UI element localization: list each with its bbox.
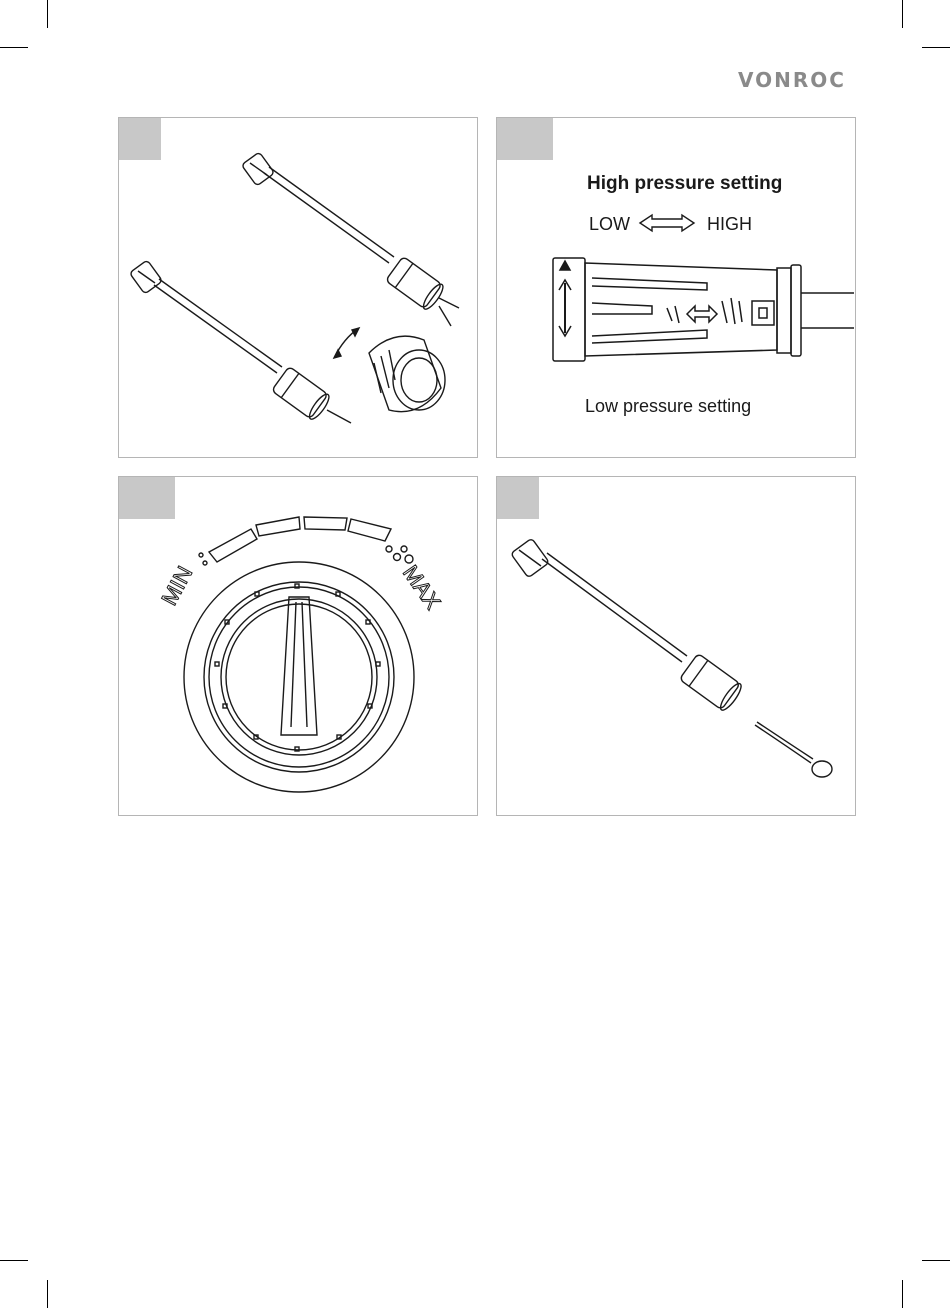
nozzle-clean-illustration [497,477,855,815]
panel-nozzle-clean [496,476,856,816]
crop-mark-bl-v [47,1280,48,1308]
crop-mark-br-v [902,1280,903,1308]
brand-name: VONROC [738,68,846,92]
pressure-footer: Low pressure setting [585,396,752,416]
max-label: MAX [397,560,446,614]
dial-illustration [119,477,477,815]
crop-mark-tr-v [902,0,903,28]
low-label: LOW [589,214,631,234]
panel-dial [118,476,478,816]
pressure-setting-illustration [497,118,855,457]
crop-mark-tl-v [47,0,48,28]
crop-mark-tr-h [922,47,950,48]
panel-nozzle-adjust [118,117,478,458]
brand-logo [738,68,858,92]
pressure-heading: High pressure setting [587,173,783,194]
min-label: MIN [156,562,198,610]
panel-pressure-setting [496,117,856,458]
crop-mark-bl-h [0,1260,28,1261]
high-label: HIGH [707,214,752,234]
crop-mark-tl-h [0,47,28,48]
lance-adjust-illustration [119,118,477,457]
low-high-arrow-icon [640,215,694,231]
crop-mark-br-h [922,1260,950,1261]
